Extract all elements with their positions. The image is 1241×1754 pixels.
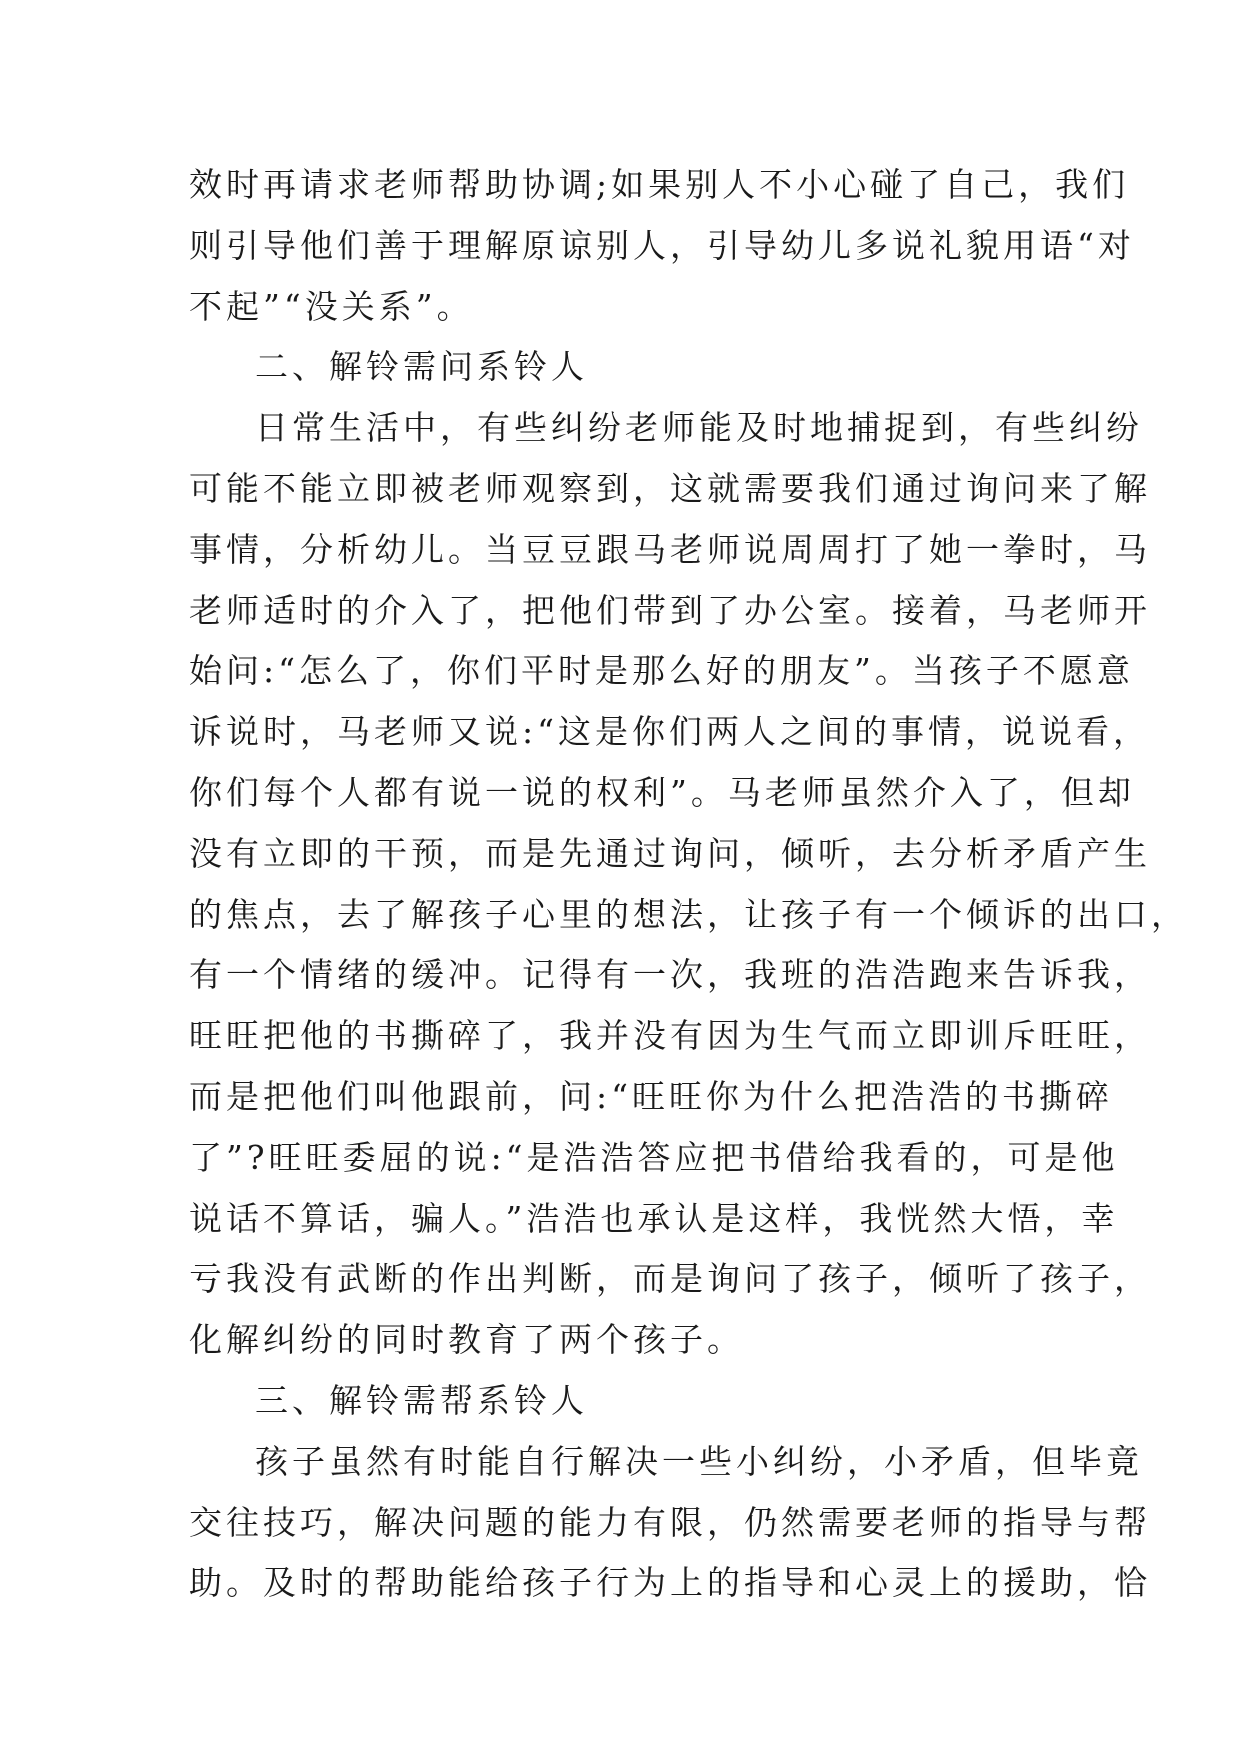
text-line: 孩子虽然有时能自行解决一些小纠纷，小矛盾，但毕竟: [255, 1441, 1143, 1481]
text-line: 二、解铃需问系铃人: [255, 347, 588, 387]
text-line: 助。及时的帮助能给孩子行为上的指导和心灵上的援助，恰: [189, 1563, 1151, 1603]
text-line: 而是把他们叫他跟前，问:“旺旺你为什么把浩浩的书撕碎: [189, 1076, 1113, 1116]
text-line: 可能不能立即被老师观察到，这就需要我们通过询问来了解: [189, 468, 1151, 508]
text-line: 事情，分析幼儿。当豆豆跟马老师说周周打了她一拳时，马: [189, 529, 1151, 569]
text-line: 老师适时的介入了，把他们带到了办公室。接着，马老师开: [189, 590, 1151, 630]
text-line: 三、解铃需帮系铃人: [255, 1380, 588, 1420]
document-body: [189, 155, 1188, 1614]
text-line: 效时再请求老师帮助协调;如果别人不小心碰了自己，我们: [189, 165, 1130, 204]
text-line: 你们每个人都有说一说的权利”。马老师虽然介入了，但却: [189, 772, 1135, 812]
text-line: 诉说时，马老师又说:“这是你们两人之间的事情，说说看，: [189, 712, 1150, 752]
text-line: 不起”“没关系”。: [189, 286, 474, 326]
text-line: 没有立即的干预，而是先通过询问，倾听，去分析矛盾产生: [189, 833, 1151, 873]
text-line: 的焦点，去了解孩子心里的想法，让孩子有一个倾诉的出口，: [189, 894, 1188, 934]
text-line: 旺旺把他的书撕碎了，我并没有因为生气而立即训斥旺旺，: [189, 1016, 1151, 1056]
text-line: 交往技巧，解决问题的能力有限，仍然需要老师的指导与帮: [189, 1502, 1151, 1542]
text-line: 亏我没有武断的作出判断，而是询问了孩子，倾听了孩子，: [189, 1259, 1151, 1299]
text-line: 有一个情绪的缓冲。记得有一次，我班的浩浩跑来告诉我，: [189, 955, 1151, 995]
text-line: 化解纠纷的同时教育了两个孩子。: [189, 1320, 744, 1360]
text-line: 始问:“怎么了，你们平时是那么好的朋友”。当孩子不愿意: [189, 651, 1134, 691]
text-line: 了”?旺旺委屈的说:“是浩浩答应把书借给我看的，可是他: [189, 1137, 1119, 1177]
text-line: 说话不算话，骗人。”浩浩也承认是这样，我恍然大悟，幸: [189, 1198, 1119, 1238]
text-line: 则引导他们善于理解原谅别人，引导幼儿多说礼貌用语“对: [189, 225, 1135, 265]
text-line: 日常生活中，有些纠纷老师能及时地捕捉到，有些纠纷: [255, 408, 1143, 448]
